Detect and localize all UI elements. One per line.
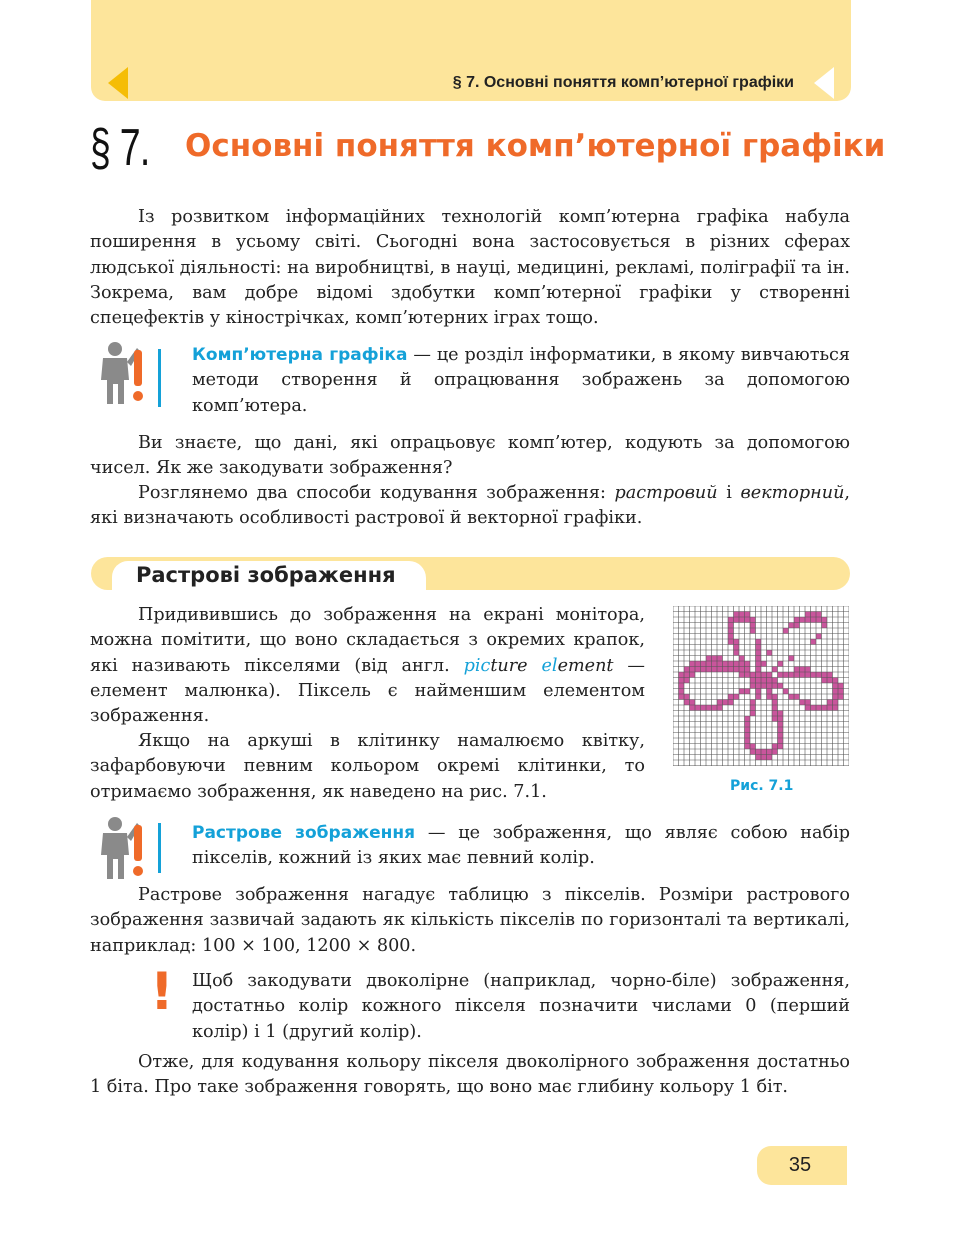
ture-text: ture — [490, 655, 528, 676]
pixel-cell — [778, 733, 784, 739]
pixel-cell — [767, 689, 773, 695]
pixel-cell — [706, 661, 712, 667]
pixel-cell — [717, 656, 723, 662]
pixel-cell — [778, 727, 784, 733]
pixel-cell — [761, 678, 767, 684]
pixel-cell — [827, 700, 833, 706]
pixel-cell — [838, 694, 844, 700]
definition-2-term: Растрове зображення — [192, 823, 416, 843]
pixel-cell — [833, 689, 839, 695]
figure-caption: Рис. 7.1 — [730, 778, 794, 794]
pixel-cell — [706, 656, 712, 662]
pixel-cell — [750, 672, 756, 678]
pixel-cell — [811, 705, 817, 711]
pixel-cell — [783, 689, 789, 695]
pixel-cell — [723, 661, 729, 667]
pixel-cell — [811, 612, 817, 618]
pixel-cell — [690, 700, 696, 706]
pixel-cell — [690, 705, 696, 711]
pixel-cell — [739, 667, 745, 673]
pixel-cell — [739, 617, 745, 623]
pixel-cell — [761, 749, 767, 755]
pixel-cell — [679, 683, 685, 689]
pixel-cell — [728, 623, 734, 629]
paragraph-5: Якщо на аркуші в клітинку намалюємо квітку, зафарбовуючи певним кольором окремі клітинки, то отримаємо зображення, як наведено на рис. 7.1. — [90, 731, 645, 802]
pixel-cell — [750, 744, 756, 750]
pixel-cell — [800, 700, 806, 706]
paragraph-4 — [90, 603, 645, 729]
paragraph-2: Ви знаєте, що дані, які опрацьовує комп’ютер, кодують за допомогою чисел. Як же закодувати зображення? — [90, 433, 850, 479]
pixel-cell — [745, 738, 751, 744]
pixel-cell — [679, 689, 685, 695]
pixel-cell — [789, 672, 795, 678]
pixel-cell — [734, 650, 740, 656]
pixel-flower-figure — [673, 606, 849, 766]
pixel-cell — [745, 617, 751, 623]
pixel-cell — [772, 694, 778, 700]
page-number: 35 — [788, 1154, 812, 1176]
note-text: Щоб закодувати двоколірне (наприклад, чорно-біле) зображення, достатньо колір кожного пікселя позначити числами 0 (перший колір) і 1 (другий колір). — [192, 971, 850, 1042]
pixel-cell — [756, 749, 762, 755]
pixel-cell — [695, 661, 701, 667]
pixel-cell — [745, 722, 751, 728]
pixel-cell — [772, 749, 778, 755]
pixel-cell — [816, 705, 822, 711]
pixel-cell — [794, 667, 800, 673]
pixel-cell — [816, 672, 822, 678]
pixel-cell — [838, 689, 844, 695]
pixel-cell — [805, 672, 811, 678]
pixel-cell — [756, 678, 762, 684]
pixel-cell — [756, 656, 762, 662]
chapter-title: Основні поняття комп’ютерної графіки — [185, 128, 886, 164]
pixel-cell — [706, 705, 712, 711]
pixel-cell — [756, 683, 762, 689]
exclamation-icon: ! — [150, 962, 174, 1022]
pixel-cell — [750, 705, 756, 711]
pixel-cell — [728, 661, 734, 667]
pixel-cell — [778, 744, 784, 750]
pixel-cell — [778, 683, 784, 689]
pixel-cell — [833, 678, 839, 684]
chapter-number: § 7. — [90, 119, 150, 177]
pixel-cell — [717, 700, 723, 706]
vector-term: векторний — [740, 483, 845, 503]
section-title: Растрові зображення — [136, 563, 396, 587]
pixel-cell — [684, 700, 690, 706]
pixel-cell — [734, 661, 740, 667]
pixel-cell — [778, 738, 784, 744]
pixel-cell — [712, 661, 718, 667]
pixel-cell — [767, 678, 773, 684]
pixel-cell — [745, 667, 751, 673]
pixel-cell — [778, 722, 784, 728]
pixel-cell — [833, 705, 839, 711]
pixel-cell — [761, 683, 767, 689]
pixel-cell — [750, 617, 756, 623]
attention-person-icon — [93, 340, 149, 406]
pixel-cell — [772, 678, 778, 684]
pixel-cell — [756, 639, 762, 645]
pixel-cell — [756, 694, 762, 700]
pixel-cell — [772, 716, 778, 722]
pic-highlight: pic — [463, 655, 491, 676]
pixel-cell — [750, 700, 756, 706]
pixel-cell — [756, 672, 762, 678]
pixel-cell — [734, 645, 740, 651]
pixel-cell — [805, 617, 811, 623]
pixel-cell — [756, 650, 762, 656]
pixel-cell — [822, 623, 828, 629]
pixel-cell — [701, 705, 707, 711]
pixel-cell — [761, 672, 767, 678]
pixel-cell — [695, 705, 701, 711]
pixel-cell — [805, 705, 811, 711]
paragraph-4-end: — елемент малюнка). Піксель є найменшим елементом зображення. — [90, 655, 645, 727]
pixel-cell — [734, 612, 740, 618]
pixel-cell — [739, 689, 745, 695]
pixel-cell — [728, 700, 734, 706]
pixel-cell — [690, 667, 696, 673]
pixel-cell — [816, 634, 822, 640]
pixel-cell — [833, 694, 839, 700]
pixel-cell — [783, 672, 789, 678]
pixel-cell — [778, 711, 784, 717]
triangle-right-icon — [814, 67, 834, 99]
pixel-cell — [794, 694, 800, 700]
pixel-grid — [673, 606, 849, 766]
pixel-cell — [690, 661, 696, 667]
pixel-cell — [800, 617, 806, 623]
pixel-cell — [690, 672, 696, 678]
pixel-cell — [833, 683, 839, 689]
pixel-cell — [789, 694, 795, 700]
pixel-cell — [739, 656, 745, 662]
pixel-cell — [794, 672, 800, 678]
pixel-cell — [728, 628, 734, 634]
pixel-cell — [756, 661, 762, 667]
pixel-cell — [778, 661, 784, 667]
pixel-cell — [728, 634, 734, 640]
pixel-cell — [739, 612, 745, 618]
definition-1-text: — це розділ інформатики, в якому вивчаються методи створення й опрацювання зображень за допомогою комп’ютера. — [192, 345, 850, 416]
pixel-cell — [734, 667, 740, 673]
pixel-cell — [811, 639, 817, 645]
pixel-cell — [750, 623, 756, 629]
pixel-cell — [706, 667, 712, 673]
pixel-cell — [684, 694, 690, 700]
pixel-cell — [723, 667, 729, 673]
pixel-cell — [734, 694, 740, 700]
pixel-cell — [745, 689, 751, 695]
pixel-cell — [734, 639, 740, 645]
pixel-cell — [695, 667, 701, 673]
pixel-cell — [772, 667, 778, 673]
pixel-cell — [739, 661, 745, 667]
pixel-cell — [767, 650, 773, 656]
pixel-cell — [712, 705, 718, 711]
pixel-cell — [794, 617, 800, 623]
pixel-cell — [750, 711, 756, 717]
pixel-cell — [816, 612, 822, 618]
pixel-cell — [778, 716, 784, 722]
pixel-cell — [745, 672, 751, 678]
pixel-cell — [756, 645, 762, 651]
pixel-cell — [745, 727, 751, 733]
pixel-cell — [750, 678, 756, 684]
raster-term: растровий — [614, 483, 718, 503]
paragraph-3-end: , які визначають особливості растрової й векторної графіки. — [90, 483, 851, 529]
pixel-cell — [772, 683, 778, 689]
paragraph-4-start: Придивившись до зображення на екрані монітора, можна помітити, що воно складається з окремих крапок, які називають пікселями (від англ. — [90, 605, 645, 676]
pixel-cell — [728, 694, 734, 700]
pixel-cell — [745, 661, 751, 667]
pixel-cell — [717, 661, 723, 667]
pixel-cell — [800, 672, 806, 678]
pixel-cell — [805, 700, 811, 706]
el-highlight: el — [541, 655, 558, 676]
pixel-cell — [756, 689, 762, 695]
pixel-cell — [679, 678, 685, 684]
pixel-cell — [767, 683, 773, 689]
pixel-cell — [728, 667, 734, 673]
definition-2-text: — це зображення, що являє собою набір пікселів, кожний із яких має певний колір. — [192, 823, 851, 869]
pixel-cell — [805, 612, 811, 618]
pixel-cell — [745, 744, 751, 750]
triangle-left-icon — [108, 67, 128, 99]
paragraph-3-mid: і — [717, 483, 741, 503]
pixel-cell — [827, 705, 833, 711]
pixel-cell — [822, 705, 828, 711]
pixel-cell — [679, 694, 685, 700]
definition-1-term: Комп’ютерна графіка — [192, 345, 408, 365]
pixel-cell — [772, 705, 778, 711]
pixel-cell — [827, 672, 833, 678]
pixel-cell — [767, 672, 773, 678]
definition-bar — [158, 349, 161, 407]
pixel-cell — [800, 667, 806, 673]
pixel-cell — [723, 700, 729, 706]
pixel-cell — [778, 672, 784, 678]
intro-paragraph: Із розвитком інформаційних технологій комп’ютерна графіка набула поширення в усьому світі. Сьогодні вона застосовується в різних сферах людської діяльності: на виробництві, в науці, медицині, рекламі, поліграфії та ін. Зокрема, вам добре відомі здобутки комп’ютерної графіки у створенні спецефектів у кінострічках, комп’ютерних іграх тощо. — [90, 207, 850, 329]
pixel-cell — [679, 672, 685, 678]
pixel-cell — [816, 617, 822, 623]
paragraph-3 — [90, 481, 850, 532]
pixel-cell — [734, 617, 740, 623]
pixel-cell — [701, 661, 707, 667]
pixel-cell — [794, 623, 800, 629]
pixel-cell — [772, 700, 778, 706]
ement-text: ement — [557, 655, 614, 676]
pixel-cell — [750, 683, 756, 689]
pixel-cell — [838, 683, 844, 689]
pixel-cell — [805, 667, 811, 673]
pixel-cell — [684, 672, 690, 678]
pixel-cell — [767, 755, 773, 761]
definition-2 — [192, 821, 850, 872]
pixel-cell — [772, 744, 778, 750]
paragraph-7: Отже, для кодування кольору пікселя двоколірного зображення достатньо 1 біта. Про таке зображення говорять, що воно має глибину кольору 1 біт. — [90, 1052, 850, 1098]
pixel-cell — [750, 749, 756, 755]
pixel-cell — [772, 711, 778, 717]
pixel-cell — [701, 667, 707, 673]
running-head: § 7. Основні поняття комп’ютерної графіки — [452, 74, 794, 91]
pixel-cell — [756, 755, 762, 761]
definition-1 — [192, 343, 850, 419]
pixel-cell — [745, 612, 751, 618]
pixel-cell — [822, 678, 828, 684]
pixel-cell — [745, 716, 751, 722]
pixel-cell — [761, 661, 767, 667]
pixel-cell — [684, 678, 690, 684]
pixel-cell — [822, 617, 828, 623]
pixel-cell — [822, 672, 828, 678]
pixel-cell — [739, 672, 745, 678]
pixel-cell — [789, 656, 795, 662]
pixel-cell — [717, 667, 723, 673]
pixel-cell — [833, 700, 839, 706]
pixel-cell — [728, 617, 734, 623]
attention-person-icon-2 — [93, 815, 149, 881]
pixel-cell — [767, 749, 773, 755]
pixel-cell — [811, 672, 817, 678]
pixel-cell — [756, 667, 762, 673]
definition-bar-2 — [158, 823, 161, 873]
pixel-cell — [717, 705, 723, 711]
pixel-cell — [750, 628, 756, 634]
pixel-cell — [728, 639, 734, 645]
pixel-cell — [767, 694, 773, 700]
pixel-cell — [684, 667, 690, 673]
pixel-cell — [712, 656, 718, 662]
pixel-cell — [761, 755, 767, 761]
paragraph-6: Растрове зображення нагадує таблицю з пікселів. Розміри растрового зображення зазвичай задають як кількість пікселів по горизонталі та вертикалі, наприклад: 100 × 100, 1200 × 800. — [90, 885, 850, 956]
pixel-cell — [712, 667, 718, 673]
pixel-cell — [811, 617, 817, 623]
pixel-cell — [745, 733, 751, 739]
pixel-cell — [789, 623, 795, 629]
paragraph-3-start: Розглянемо два способи кодування зображення: — [138, 483, 615, 503]
pixel-cell — [783, 628, 789, 634]
pixel-cell — [827, 678, 833, 684]
